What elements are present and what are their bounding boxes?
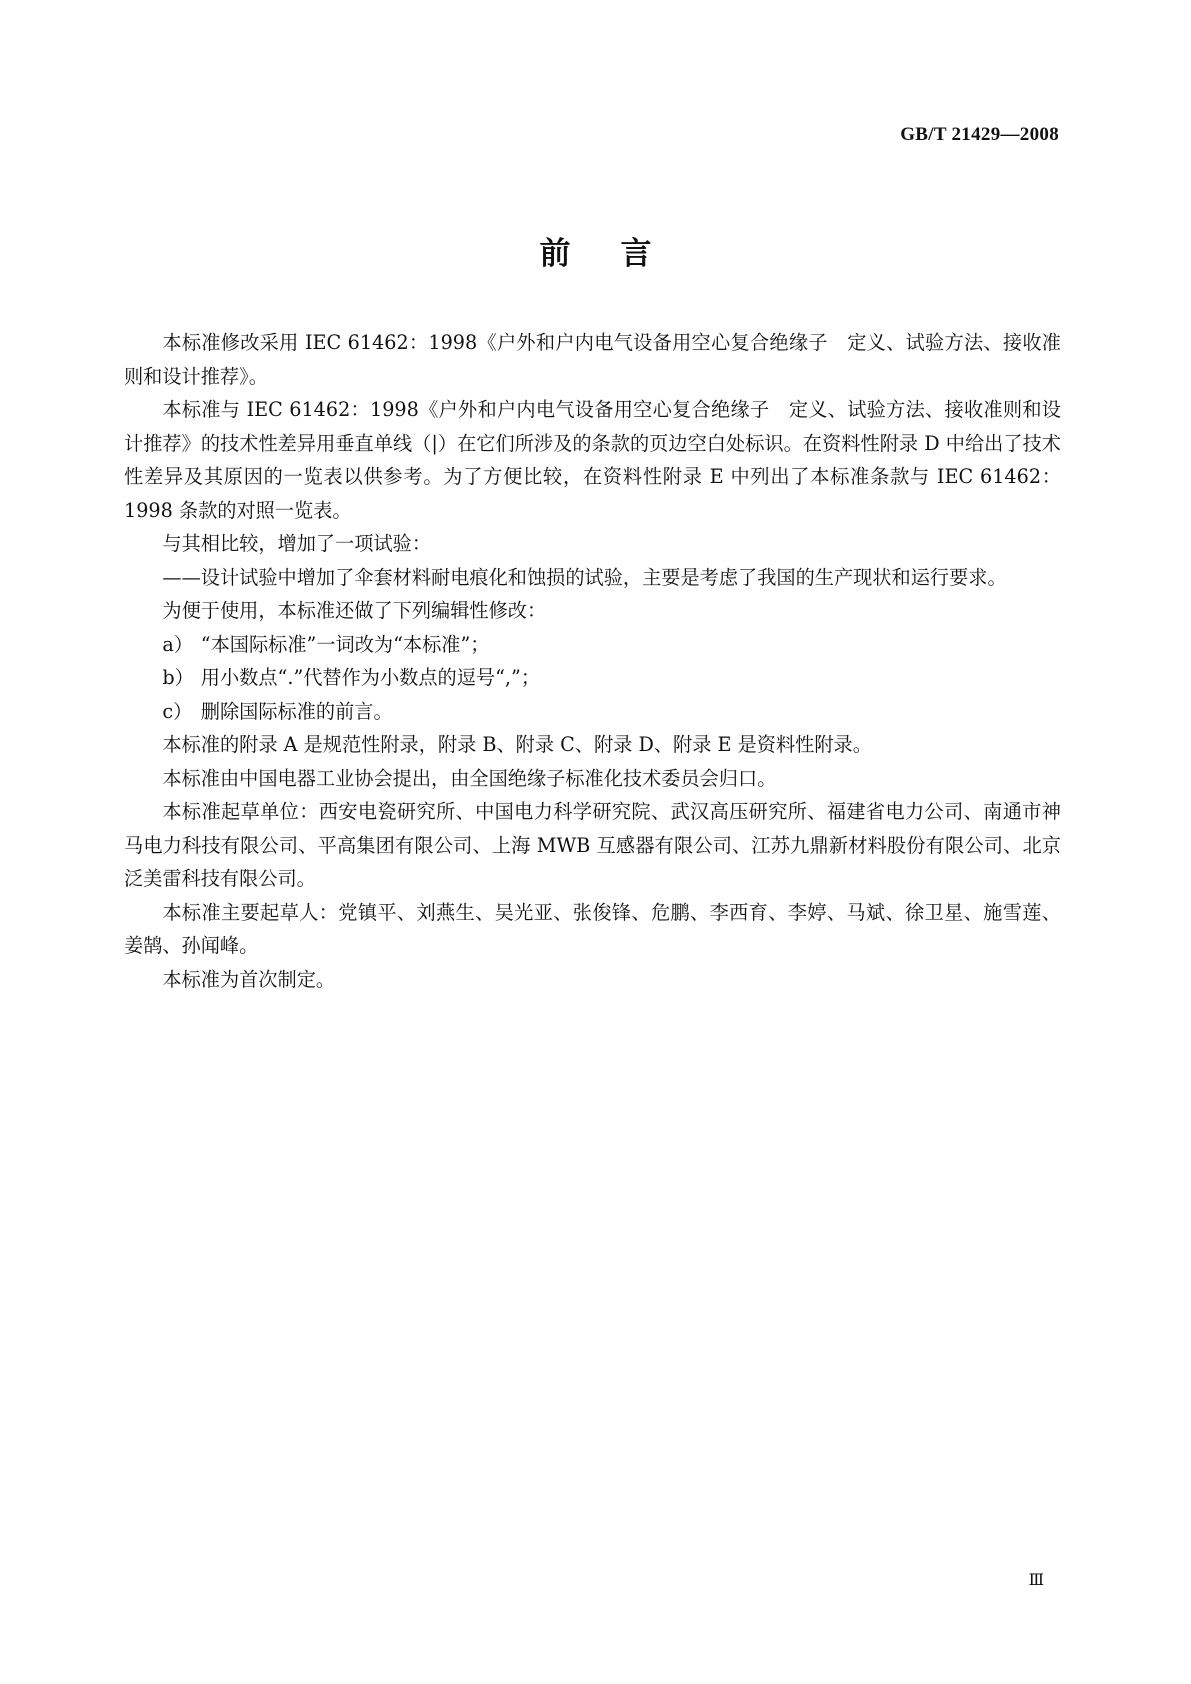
paragraph-added-test: 与其相比较，增加了一项试验：	[162, 532, 432, 555]
list-item	[124, 695, 1061, 729]
paragraph-drafting-units: 本标准起草单位：西安电瓷研究所、中国电力科学研究院、武汉高压研究所、福建省电力公司、南通市神马电力科技有限公司、平高集团有限公司、上海 MWB 互感器有限公司、江苏九鼎新材料股份有限公司、北京泛美雷科技有限公司。	[124, 800, 1061, 890]
list-marker: a）	[162, 632, 194, 656]
list-item	[124, 628, 1061, 662]
paragraph-editorial-changes: 为便于使用，本标准还做了下列编辑性修改：	[162, 599, 547, 622]
list-marker: b）	[162, 666, 194, 689]
list-item-text: 删除国际标准的前言。	[200, 699, 393, 723]
page-number: Ⅲ	[1028, 1572, 1044, 1589]
standard-number: GB/T 21429—2008	[900, 124, 1059, 145]
list-item	[124, 661, 1061, 695]
list-item-text: “本国际标准”一词改为“本标准”；	[200, 632, 490, 656]
list-marker: c）	[162, 699, 193, 723]
paragraph-drafters: 本标准主要起草人：党镇平、刘燕生、吴光亚、张俊锋、危鹏、李西育、李婷、马斌、徐卫星、施雪莲、姜鹄、孙闻峰。	[124, 900, 1061, 957]
paragraph-annexes: 本标准的附录 A 是规范性附录，附录 B、附录 C、附录 D、附录 E 是资料性附录。	[162, 733, 872, 756]
page-title: 前言	[539, 236, 702, 272]
list-item-text: 用小数点“.”代替作为小数点的逗号“,”；	[200, 666, 541, 689]
paragraph-adoption: 本标准修改采用 IEC 61462：1998《户外和户内电气设备用空心复合绝缘子 定义、试验方法、接收准则和设计推荐》。	[124, 331, 1061, 388]
paragraph-first-edition: 本标准为首次制定。	[162, 967, 336, 991]
paragraph-proposer: 本标准由中国电器工业协会提出，由全国绝缘子标准化技术委员会归口。	[162, 766, 777, 790]
dash-item-design-test: ——设计试验中增加了伞套材料耐电痕化和蚀损的试验，主要是考虑了我国的生产现状和运行要求。	[162, 565, 1007, 589]
paragraph-technical-differences: 本标准与 IEC 61462：1998《户外和户内电气设备用空心复合绝缘子 定义、试验方法、接收准则和设计推荐》的技术性差异用垂直单线（|）在它们所涉及的条款的页边空白处标识。在资料性附录 D 中给出了技术性差异及其原因的一览表以供参考。为了方便比较，在资料性附录 E 中列出了本标准条款与 IEC 61462：1998 条款的对照一览表。	[124, 398, 1061, 522]
foreword-body	[124, 326, 1061, 996]
